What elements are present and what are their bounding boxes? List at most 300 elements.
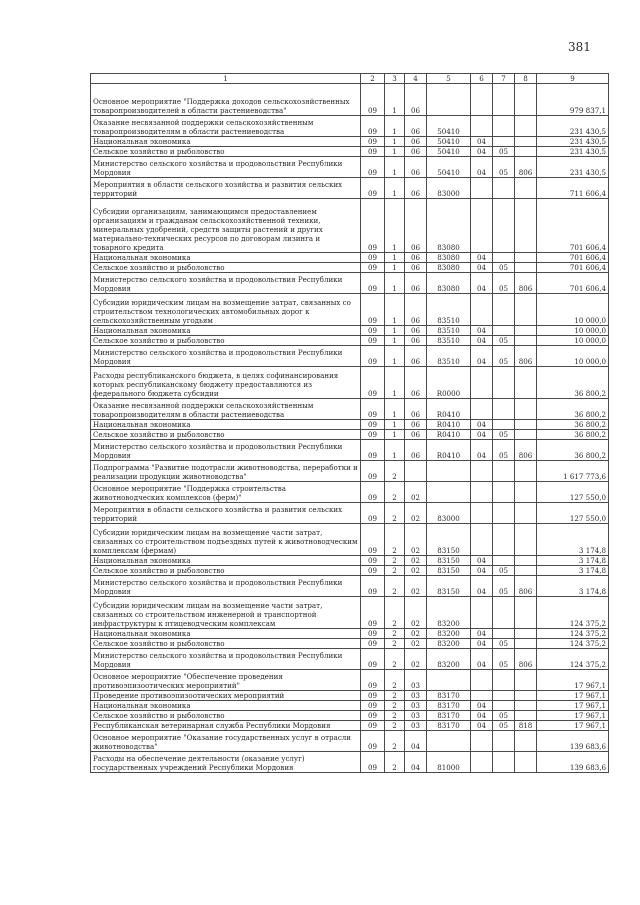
- code-cell: 02: [405, 556, 427, 566]
- item-name: Национальная экономика: [91, 629, 361, 639]
- code-cell: 806: [515, 576, 537, 597]
- table-row: [91, 253, 609, 263]
- code-cell: [493, 731, 515, 752]
- item-name: Сельское хозяйство и рыболовство: [91, 336, 361, 346]
- table-row: [91, 649, 609, 670]
- code-cell: 1: [385, 420, 405, 430]
- code-cell: 83170: [427, 721, 471, 731]
- table-row: [91, 597, 609, 629]
- code-cell: 2: [385, 576, 405, 597]
- code-cell: 09: [361, 273, 385, 294]
- amount-cell: 124 375,2: [537, 649, 609, 670]
- code-cell: 04: [471, 263, 493, 273]
- code-cell: [427, 84, 471, 116]
- table-row: [91, 399, 609, 420]
- code-cell: 06: [405, 157, 427, 178]
- code-cell: 05: [493, 639, 515, 649]
- code-cell: 81000: [427, 752, 471, 773]
- code-cell: 04: [471, 346, 493, 367]
- code-cell: [515, 137, 537, 147]
- code-cell: 83150: [427, 566, 471, 576]
- amount-cell: 139 683,6: [537, 752, 609, 773]
- code-cell: [493, 461, 515, 482]
- code-cell: 2: [385, 503, 405, 524]
- header-cell: 4: [405, 74, 427, 84]
- code-cell: 05: [493, 711, 515, 721]
- code-cell: 09: [361, 731, 385, 752]
- code-cell: [471, 752, 493, 773]
- code-cell: 1: [385, 399, 405, 420]
- code-cell: 1: [385, 326, 405, 336]
- code-cell: 806: [515, 649, 537, 670]
- amount-cell: 124 375,2: [537, 629, 609, 639]
- code-cell: 83080: [427, 253, 471, 263]
- amount-cell: 36 800,2: [537, 440, 609, 461]
- code-cell: 83080: [427, 263, 471, 273]
- amount-cell: 17 967,1: [537, 670, 609, 691]
- code-cell: 06: [405, 430, 427, 440]
- code-cell: [515, 482, 537, 503]
- code-cell: 83150: [427, 576, 471, 597]
- code-cell: 1: [385, 336, 405, 346]
- code-cell: 04: [471, 566, 493, 576]
- code-cell: [493, 670, 515, 691]
- code-cell: [515, 566, 537, 576]
- code-cell: 06: [405, 147, 427, 157]
- code-cell: [471, 116, 493, 137]
- code-cell: [515, 691, 537, 701]
- code-cell: 04: [471, 147, 493, 157]
- code-cell: 09: [361, 440, 385, 461]
- code-cell: 09: [361, 336, 385, 346]
- code-cell: 06: [405, 367, 427, 399]
- table-row: [91, 576, 609, 597]
- code-cell: 09: [361, 639, 385, 649]
- code-cell: 09: [361, 629, 385, 639]
- code-cell: 06: [405, 336, 427, 346]
- code-cell: 05: [493, 346, 515, 367]
- code-cell: [493, 420, 515, 430]
- code-cell: [515, 524, 537, 556]
- code-cell: 806: [515, 273, 537, 294]
- code-cell: 04: [471, 137, 493, 147]
- table-row: [91, 524, 609, 556]
- table-row: [91, 691, 609, 701]
- code-cell: [427, 482, 471, 503]
- code-cell: [515, 430, 537, 440]
- item-name: Основное мероприятие "Поддержка доходов сельскохозяйственных товаропроизводителей в области растениеводства": [91, 84, 361, 116]
- amount-cell: 3 174,8: [537, 524, 609, 556]
- item-name: Национальная экономика: [91, 556, 361, 566]
- item-name: Национальная экономика: [91, 420, 361, 430]
- code-cell: 1: [385, 199, 405, 253]
- code-cell: [515, 556, 537, 566]
- table-row: [91, 721, 609, 731]
- code-cell: 05: [493, 566, 515, 576]
- code-cell: [471, 670, 493, 691]
- code-cell: 03: [405, 691, 427, 701]
- code-cell: 2: [385, 670, 405, 691]
- code-cell: [471, 731, 493, 752]
- code-cell: 04: [471, 440, 493, 461]
- amount-cell: 10 000,0: [537, 336, 609, 346]
- table-row: [91, 326, 609, 336]
- amount-cell: 3 174,8: [537, 576, 609, 597]
- code-cell: [493, 326, 515, 336]
- item-name: Министерство сельского хозяйства и продовольствия Республики Мордовия: [91, 576, 361, 597]
- code-cell: [405, 461, 427, 482]
- header-cell: 8: [515, 74, 537, 84]
- table-row: [91, 147, 609, 157]
- code-cell: 02: [405, 482, 427, 503]
- code-cell: 04: [471, 576, 493, 597]
- code-cell: 03: [405, 711, 427, 721]
- code-cell: [471, 294, 493, 326]
- item-name: Сельское хозяйство и рыболовство: [91, 263, 361, 273]
- item-name: Министерство сельского хозяйства и продовольствия Республики Мордовия: [91, 346, 361, 367]
- code-cell: 06: [405, 440, 427, 461]
- code-cell: 50410: [427, 116, 471, 137]
- code-cell: 06: [405, 84, 427, 116]
- code-cell: 04: [471, 420, 493, 430]
- item-name: Сельское хозяйство и рыболовство: [91, 639, 361, 649]
- code-cell: 06: [405, 399, 427, 420]
- amount-cell: 231 430,5: [537, 137, 609, 147]
- item-name: Основное мероприятие "Поддержка строительства животноводческих комплексов (ферм)": [91, 482, 361, 503]
- item-name: Оказание несвязанной поддержки сельскохозяйственным товаропроизводителям в области растениеводства: [91, 399, 361, 420]
- code-cell: 04: [471, 711, 493, 721]
- amount-cell: 3 174,8: [537, 566, 609, 576]
- code-cell: 83150: [427, 524, 471, 556]
- code-cell: [493, 597, 515, 629]
- code-cell: 09: [361, 263, 385, 273]
- code-cell: 2: [385, 461, 405, 482]
- code-cell: 2: [385, 649, 405, 670]
- code-cell: [471, 178, 493, 199]
- code-cell: 09: [361, 367, 385, 399]
- table-row: [91, 157, 609, 178]
- code-cell: 09: [361, 701, 385, 711]
- code-cell: 04: [471, 721, 493, 731]
- table-row: [91, 294, 609, 326]
- code-cell: [493, 752, 515, 773]
- code-cell: 1: [385, 430, 405, 440]
- code-cell: 2: [385, 731, 405, 752]
- code-cell: 02: [405, 503, 427, 524]
- code-cell: [471, 482, 493, 503]
- code-cell: 818: [515, 721, 537, 731]
- code-cell: 2: [385, 629, 405, 639]
- code-cell: [493, 556, 515, 566]
- amount-cell: 231 430,5: [537, 147, 609, 157]
- table-row: [91, 639, 609, 649]
- code-cell: [427, 461, 471, 482]
- code-cell: [515, 367, 537, 399]
- code-cell: [493, 691, 515, 701]
- amount-cell: 10 000,0: [537, 294, 609, 326]
- code-cell: 02: [405, 576, 427, 597]
- item-name: Оказание несвязанной поддержки сельскохозяйственным товаропроизводителям в области растениеводства: [91, 116, 361, 137]
- item-name: Национальная экономика: [91, 253, 361, 263]
- code-cell: [515, 420, 537, 430]
- code-cell: [515, 326, 537, 336]
- code-cell: [471, 461, 493, 482]
- table-row: [91, 263, 609, 273]
- item-name: Мероприятия в области сельского хозяйства и развития сельских территорий: [91, 503, 361, 524]
- code-cell: 2: [385, 639, 405, 649]
- code-cell: R0410: [427, 430, 471, 440]
- code-cell: 02: [405, 649, 427, 670]
- code-cell: 50410: [427, 147, 471, 157]
- table-row: [91, 116, 609, 137]
- code-cell: 09: [361, 157, 385, 178]
- table-row: [91, 503, 609, 524]
- code-cell: [471, 524, 493, 556]
- code-cell: 09: [361, 649, 385, 670]
- code-cell: [515, 597, 537, 629]
- code-cell: 09: [361, 566, 385, 576]
- code-cell: 83080: [427, 273, 471, 294]
- code-cell: 1: [385, 137, 405, 147]
- header-cell: 6: [471, 74, 493, 84]
- code-cell: 04: [471, 273, 493, 294]
- code-cell: [493, 524, 515, 556]
- code-cell: [427, 731, 471, 752]
- amount-cell: 124 375,2: [537, 597, 609, 629]
- code-cell: 09: [361, 199, 385, 253]
- header-cell: 1: [91, 74, 361, 84]
- table-row: [91, 482, 609, 503]
- table-row: [91, 137, 609, 147]
- item-name: Мероприятия в области сельского хозяйства и развития сельских территорий: [91, 178, 361, 199]
- code-cell: 05: [493, 336, 515, 346]
- table-row: [91, 346, 609, 367]
- code-cell: 83170: [427, 711, 471, 721]
- code-cell: 05: [493, 273, 515, 294]
- code-cell: [515, 711, 537, 721]
- code-cell: 2: [385, 701, 405, 711]
- code-cell: 1: [385, 147, 405, 157]
- code-cell: 04: [471, 336, 493, 346]
- code-cell: 2: [385, 721, 405, 731]
- code-cell: 2: [385, 524, 405, 556]
- code-cell: R0000: [427, 367, 471, 399]
- code-cell: 04: [471, 430, 493, 440]
- code-cell: [515, 263, 537, 273]
- amount-cell: 701 606,4: [537, 273, 609, 294]
- item-name: Национальная экономика: [91, 137, 361, 147]
- code-cell: [515, 731, 537, 752]
- code-cell: 83080: [427, 199, 471, 253]
- code-cell: 09: [361, 524, 385, 556]
- item-name: Республиканская ветеринарная служба Республики Мордовия: [91, 721, 361, 731]
- code-cell: 09: [361, 178, 385, 199]
- item-name: Сельское хозяйство и рыболовство: [91, 430, 361, 440]
- table-row: [91, 629, 609, 639]
- code-cell: 06: [405, 273, 427, 294]
- code-cell: [515, 178, 537, 199]
- code-cell: 09: [361, 461, 385, 482]
- code-cell: 05: [493, 576, 515, 597]
- code-cell: 03: [405, 701, 427, 711]
- code-cell: 1: [385, 157, 405, 178]
- table-row: [91, 178, 609, 199]
- table-row: [91, 670, 609, 691]
- code-cell: 83510: [427, 346, 471, 367]
- code-cell: 05: [493, 263, 515, 273]
- code-cell: [515, 336, 537, 346]
- code-cell: 1: [385, 346, 405, 367]
- code-cell: [515, 116, 537, 137]
- code-cell: 06: [405, 346, 427, 367]
- code-cell: 05: [493, 430, 515, 440]
- amount-cell: 36 800,2: [537, 430, 609, 440]
- code-cell: 1: [385, 294, 405, 326]
- item-name: Субсидии юридическим лицам на возмещение части затрат, связанных со строительством подъездных путей к животноводческим комплексам (фермам): [91, 524, 361, 556]
- amount-cell: 711 606,4: [537, 178, 609, 199]
- code-cell: 09: [361, 147, 385, 157]
- code-cell: 09: [361, 346, 385, 367]
- code-cell: 83200: [427, 597, 471, 629]
- code-cell: 02: [405, 566, 427, 576]
- amount-cell: 127 550,0: [537, 482, 609, 503]
- code-cell: [493, 137, 515, 147]
- header-cell: 3: [385, 74, 405, 84]
- code-cell: 83200: [427, 639, 471, 649]
- code-cell: [471, 199, 493, 253]
- code-cell: 1: [385, 178, 405, 199]
- amount-cell: 36 800,2: [537, 399, 609, 420]
- item-name: Субсидии юридическим лицам на возмещение затрат, связанных со строительством технологических автомобильных дорог к сельскохозяйственным угодьям: [91, 294, 361, 326]
- code-cell: [493, 701, 515, 711]
- code-cell: 1: [385, 367, 405, 399]
- table-row: [91, 430, 609, 440]
- budget-table: [90, 73, 609, 773]
- amount-cell: 1 617 773,6: [537, 461, 609, 482]
- code-cell: 09: [361, 576, 385, 597]
- amount-cell: 701 606,4: [537, 199, 609, 253]
- code-cell: [515, 84, 537, 116]
- amount-cell: 17 967,1: [537, 691, 609, 701]
- table-row: [91, 367, 609, 399]
- code-cell: 83510: [427, 336, 471, 346]
- code-cell: 09: [361, 137, 385, 147]
- code-cell: [515, 629, 537, 639]
- code-cell: 06: [405, 263, 427, 273]
- code-cell: 09: [361, 691, 385, 701]
- code-cell: [515, 399, 537, 420]
- code-cell: 06: [405, 116, 427, 137]
- table-row: [91, 84, 609, 116]
- item-name: Субсидии юридическим лицам на возмещение части затрат, связанных со строительством инженерной и транспортной инфраструктуры к птицеводческим комплексам: [91, 597, 361, 629]
- item-name: Сельское хозяйство и рыболовство: [91, 566, 361, 576]
- code-cell: 03: [405, 721, 427, 731]
- code-cell: 83170: [427, 691, 471, 701]
- code-cell: 09: [361, 482, 385, 503]
- code-cell: [493, 482, 515, 503]
- code-cell: [515, 461, 537, 482]
- code-cell: 05: [493, 721, 515, 731]
- code-cell: 04: [405, 752, 427, 773]
- code-cell: 09: [361, 711, 385, 721]
- amount-cell: 10 000,0: [537, 326, 609, 336]
- header-cell: 9: [537, 74, 609, 84]
- code-cell: 05: [493, 147, 515, 157]
- amount-cell: 701 606,4: [537, 253, 609, 263]
- header-cell: 7: [493, 74, 515, 84]
- code-cell: 806: [515, 346, 537, 367]
- code-cell: 09: [361, 503, 385, 524]
- code-cell: [515, 670, 537, 691]
- code-cell: 50410: [427, 157, 471, 178]
- code-cell: [493, 294, 515, 326]
- code-cell: 50410: [427, 137, 471, 147]
- table-row: [91, 701, 609, 711]
- code-cell: [493, 629, 515, 639]
- code-cell: 09: [361, 116, 385, 137]
- table-row: [91, 461, 609, 482]
- item-name: Подпрограмма "Развитие подотрасли животноводства, переработки и реализации продукции животноводства": [91, 461, 361, 482]
- code-cell: [493, 116, 515, 137]
- code-cell: 83150: [427, 556, 471, 566]
- code-cell: R0410: [427, 420, 471, 430]
- code-cell: 09: [361, 294, 385, 326]
- code-cell: [515, 752, 537, 773]
- code-cell: [515, 147, 537, 157]
- amount-cell: 17 967,1: [537, 711, 609, 721]
- code-cell: 2: [385, 566, 405, 576]
- code-cell: R0410: [427, 399, 471, 420]
- header-row: [91, 74, 609, 84]
- code-cell: [515, 294, 537, 326]
- amount-cell: 701 606,4: [537, 263, 609, 273]
- code-cell: [471, 597, 493, 629]
- code-cell: 09: [361, 556, 385, 566]
- table-row: [91, 752, 609, 773]
- code-cell: [515, 253, 537, 263]
- code-cell: [493, 399, 515, 420]
- code-cell: [493, 84, 515, 116]
- code-cell: 1: [385, 253, 405, 263]
- code-cell: 09: [361, 420, 385, 430]
- code-cell: 06: [405, 326, 427, 336]
- code-cell: 09: [361, 752, 385, 773]
- code-cell: [471, 367, 493, 399]
- code-cell: 83200: [427, 629, 471, 639]
- table-row: [91, 273, 609, 294]
- table-row: [91, 440, 609, 461]
- code-cell: 04: [471, 629, 493, 639]
- page-number: 381: [568, 40, 591, 54]
- amount-cell: 124 375,2: [537, 639, 609, 649]
- table-row: [91, 566, 609, 576]
- code-cell: 1: [385, 440, 405, 461]
- code-cell: 09: [361, 326, 385, 336]
- code-cell: [493, 199, 515, 253]
- table-row: [91, 711, 609, 721]
- code-cell: 1: [385, 84, 405, 116]
- amount-cell: 979 837,1: [537, 84, 609, 116]
- code-cell: 04: [471, 157, 493, 178]
- item-name: Министерство сельского хозяйства и продовольствия Республики Мордовия: [91, 273, 361, 294]
- code-cell: 1: [385, 116, 405, 137]
- item-name: Основное мероприятие "Оказание государственных услуг в отрасли животноводства": [91, 731, 361, 752]
- code-cell: [427, 670, 471, 691]
- code-cell: [515, 503, 537, 524]
- amount-cell: 139 683,6: [537, 731, 609, 752]
- code-cell: 83170: [427, 701, 471, 711]
- code-cell: 04: [471, 556, 493, 566]
